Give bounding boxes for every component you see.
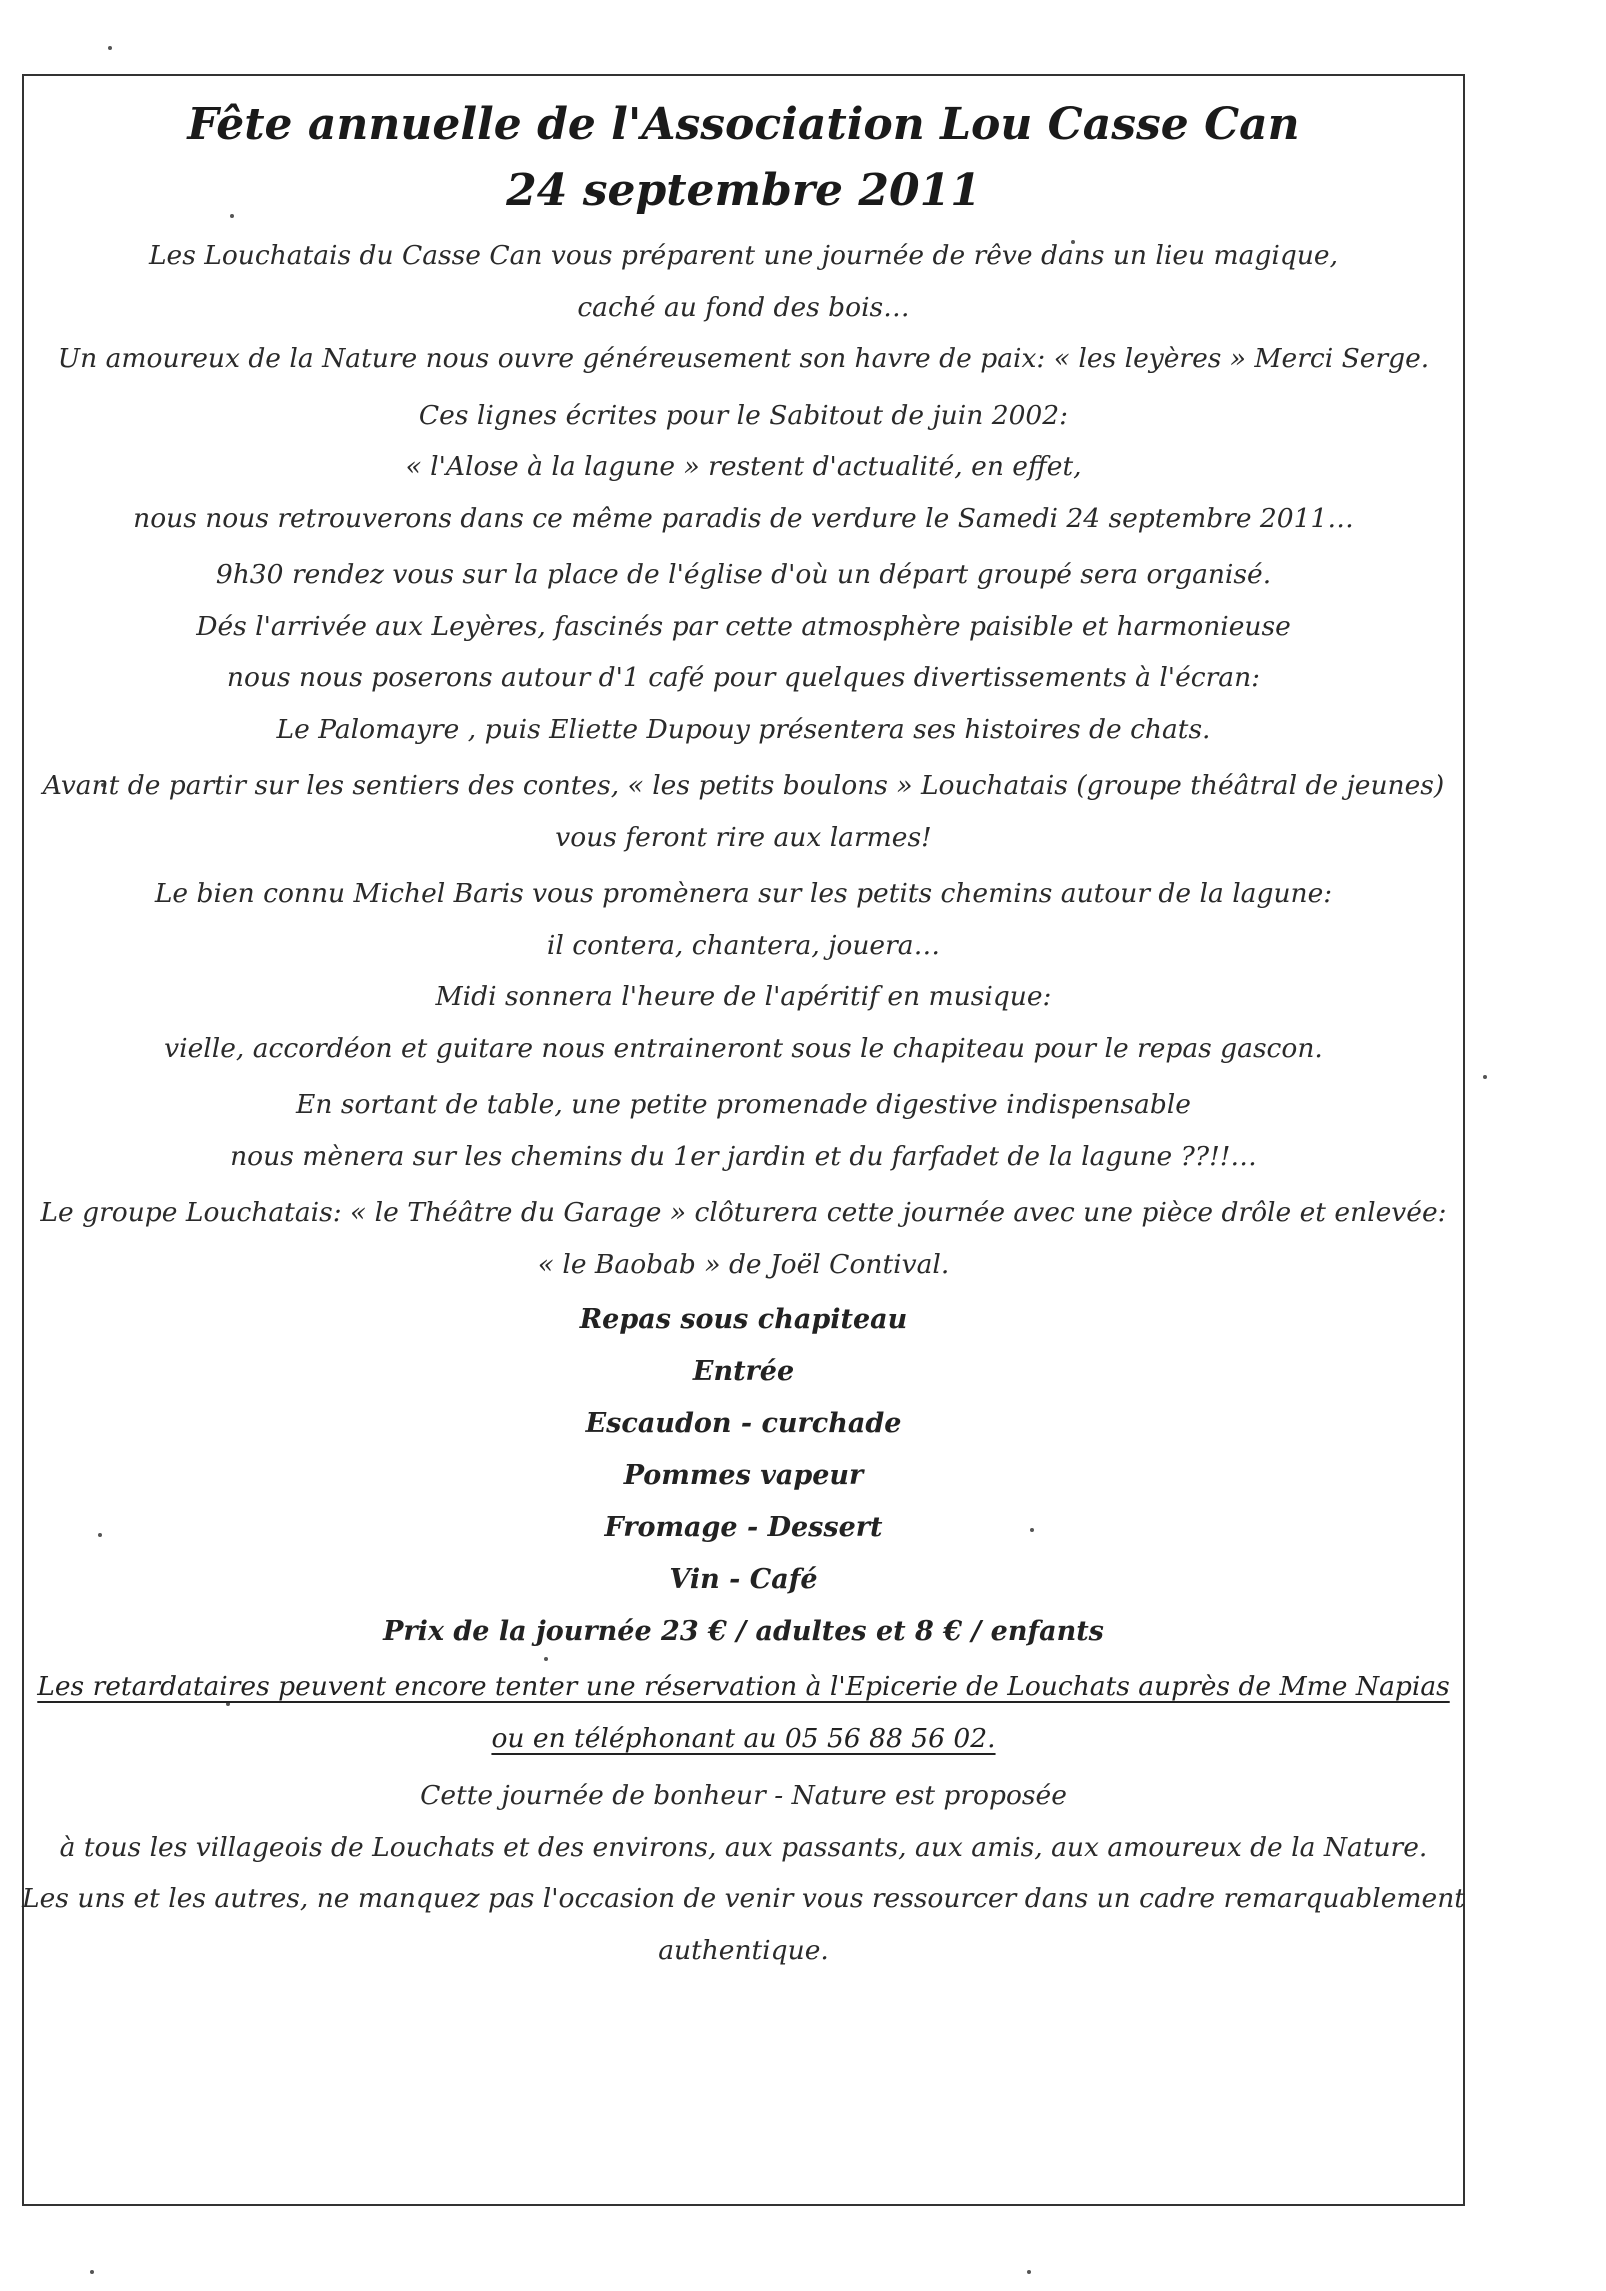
text-line: Ces lignes écrites pour le Sabitout de juin 2002: bbox=[418, 399, 1069, 431]
meal-menu bbox=[22, 1294, 1465, 1658]
flyer-content bbox=[22, 74, 1465, 1976]
menu-item: Entrée bbox=[692, 1356, 795, 1387]
menu-heading: Repas sous chapiteau bbox=[579, 1304, 908, 1335]
text-line: vous feront rire aux larmes! bbox=[555, 821, 932, 853]
text-line: 9h30 rendez vous sur la place de l'église d'où un départ groupé sera organisé. bbox=[215, 559, 1272, 590]
title-line-1: Fête annuelle de l'Association Lou Casse Can bbox=[187, 99, 1300, 150]
reservation-phone-line: ou en téléphonant au 05 56 88 56 02. bbox=[491, 1723, 996, 1754]
reservation-line-1: Les retardataires peuvent encore tenter une réservation à l'Epicerie de Louchats auprès de Mme Napias bbox=[37, 1671, 1450, 1702]
text-line: Avant de partir sur les sentiers des contes, « les petits boulons » Louchatais (groupe théâtral de jeunes) bbox=[42, 770, 1445, 801]
reservation-notice bbox=[22, 1661, 1465, 1765]
text-line: Le Palomayre , puis Eliette Dupouy présentera ses histoires de chats. bbox=[276, 713, 1211, 745]
scan-speck bbox=[90, 2270, 94, 2274]
menu-item: Escaudon - curchade bbox=[585, 1408, 902, 1439]
price-line: Prix de la journée 23 € / adultes et 8 € / enfants bbox=[383, 1616, 1104, 1647]
title-date: 24 septembre 2011 bbox=[506, 165, 981, 216]
text-line: Midi sonnera l'heure de l'apéritif en musique: bbox=[435, 981, 1052, 1012]
promenade-paragraph bbox=[22, 868, 1465, 1074]
text-line: nous nous retrouverons dans ce même paradis de verdure le Samedi 24 septembre 2011… bbox=[133, 502, 1354, 534]
scan-speck bbox=[1483, 1075, 1487, 1079]
sabitout-paragraph bbox=[22, 390, 1465, 545]
menu-item: Vin - Café bbox=[669, 1564, 818, 1595]
text-line: nous nous poserons autour d'1 café pour quelques divertissements à l'écran: bbox=[226, 662, 1261, 693]
menu-item: Fromage - Dessert bbox=[604, 1512, 883, 1543]
theatre-paragraph bbox=[22, 1187, 1465, 1290]
intro-paragraph bbox=[22, 230, 1465, 385]
text-line: vielle, accordéon et guitare nous entraineront sous le chapiteau pour le repas gascon. bbox=[164, 1032, 1323, 1064]
scan-speck bbox=[108, 46, 112, 50]
text-line: authentique. bbox=[658, 1934, 829, 1966]
text-line: Les Louchatais du Casse Can vous préparent une journée de rêve dans un lieu magique, bbox=[148, 240, 1339, 271]
text-line: nous mènera sur les chemins du 1er jardin et du farfadet de la lagune ??!!… bbox=[230, 1140, 1257, 1172]
schedule-paragraph bbox=[22, 549, 1465, 755]
menu-item: Pommes vapeur bbox=[623, 1460, 864, 1491]
text-line: En sortant de table, une petite promenade digestive indispensable bbox=[296, 1089, 1191, 1120]
text-line: « le Baobab » de Joël Contival. bbox=[537, 1248, 950, 1280]
text-line: il contera, chantera, jouera… bbox=[546, 929, 941, 961]
closing-paragraph bbox=[22, 1770, 1465, 1976]
text-line: Les uns et les autres, ne manquez pas l'occasion de venir vous ressourcer dans un cadre remarquablement bbox=[22, 1883, 1465, 1914]
text-line: à tous les villageois de Louchats et des environs, aux passants, aux amis, aux amoureux de la Nature. bbox=[59, 1831, 1428, 1863]
text-line: Le bien connu Michel Baris vous promènera sur les petits chemins autour de la lagune: bbox=[154, 878, 1333, 909]
text-line: Le groupe Louchatais: « le Théâtre du Garage » clôturera cette journée avec une pièce drôle et enlevée: bbox=[40, 1197, 1447, 1228]
text-line: « l'Alose à la lagune » restent d'actualité, en effet, bbox=[405, 451, 1082, 482]
text-line: Cette journée de bonheur - Nature est proposée bbox=[420, 1780, 1067, 1811]
text-line: Un amoureux de la Nature nous ouvre généreusement son havre de paix: « les leyères » Merci Serge. bbox=[57, 343, 1430, 374]
flyer-title bbox=[22, 92, 1465, 224]
text-line: Dés l'arrivée aux Leyères, fascinés par cette atmosphère paisible et harmonieuse bbox=[196, 610, 1291, 642]
scan-speck bbox=[1027, 2270, 1031, 2274]
text-line: caché au fond des bois… bbox=[577, 291, 910, 323]
digestive-paragraph bbox=[22, 1079, 1465, 1182]
contes-paragraph bbox=[22, 760, 1465, 863]
